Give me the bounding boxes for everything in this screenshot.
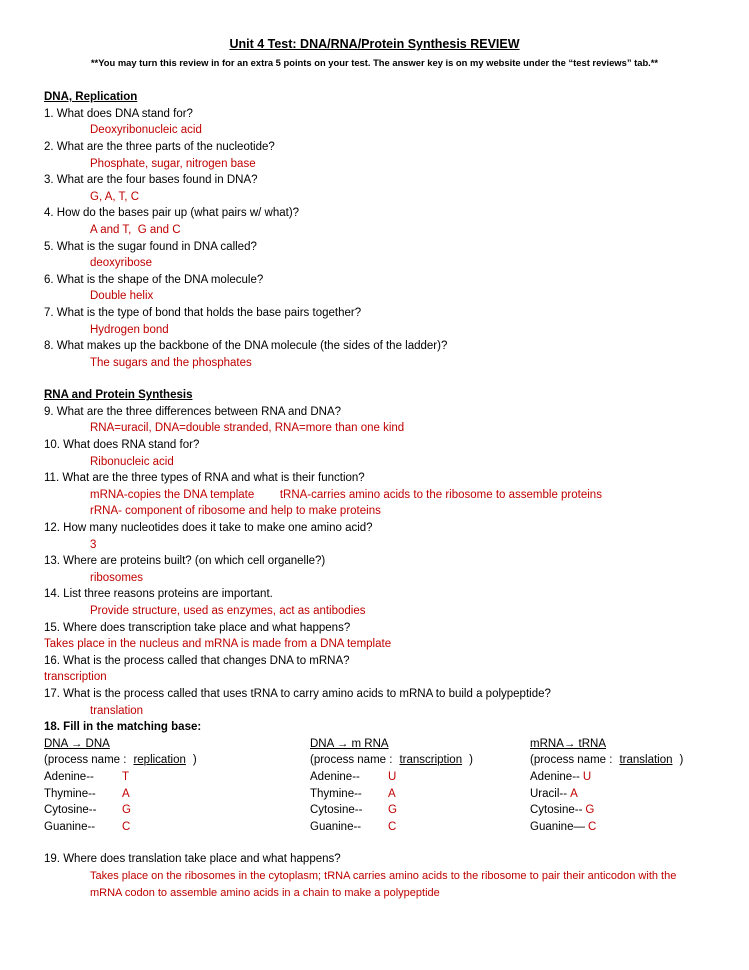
document-title: Unit 4 Test: DNA/RNA/Protein Synthesis REVIEW (229, 37, 520, 51)
answer: A and T, G and C (90, 223, 181, 236)
process-name-prefix: (process name : (530, 754, 613, 767)
matching-column (310, 736, 530, 836)
process-name-suffix: ) (192, 754, 197, 767)
question (44, 851, 705, 868)
base-pair-row (530, 786, 705, 803)
question: 14. List three reasons proteins are important. (44, 588, 273, 601)
base-pair-row (44, 802, 310, 819)
question: 12. How many nucleotides does it take to make one amino acid? (44, 522, 373, 535)
question-18-heading: 18. Fill in the matching base: (44, 721, 202, 734)
matching-column (44, 736, 310, 836)
process-name-answer: translation (619, 754, 673, 767)
matching-column-header: mRNA→ tRNA (530, 737, 607, 750)
answer: The sugars and the phosphates (90, 356, 252, 369)
answer: G, A, T, C (90, 190, 139, 203)
process-name-line (44, 752, 310, 769)
base-pair-row (44, 786, 310, 803)
process-name-suffix: ) (469, 754, 473, 767)
answer: transcription (44, 671, 107, 684)
section-heading: RNA and Protein Synthesis (44, 389, 193, 402)
question: 8. What makes up the backbone of the DNA molecule (the sides of the ladder)? (44, 340, 448, 353)
base-label: Guanine— (530, 820, 585, 833)
base-answer: C (122, 820, 131, 833)
base-label: Adenine-- (310, 770, 360, 783)
answer: deoxyribose (90, 257, 153, 270)
base-pair-row (530, 819, 705, 836)
answer: Takes place on the ribosomes in the cytoplasm; tRNA carries amino acids to the ribosome to pair their anticodon with the mRNA codon to assemble amino acids in a chain to make a polypeptide (90, 869, 677, 899)
question: 7. What is the type of bond that holds the base pairs together? (44, 306, 362, 319)
question: 4. How do the bases pair up (what pairs w/ what)? (44, 207, 300, 220)
question-number: 19. (44, 853, 60, 866)
base-answer: A (122, 787, 130, 800)
answer: Provide structure, used as enzymes, act as antibodies (90, 605, 366, 617)
process-name-prefix: (process name : (310, 754, 393, 767)
base-pair-row (310, 769, 530, 786)
question: 2. What are the three parts of the nucleotide? (44, 140, 275, 153)
base-answer: G (122, 804, 131, 817)
base-pair-row (44, 819, 310, 836)
base-answer: T (122, 770, 130, 783)
process-name-suffix: ) (679, 754, 684, 767)
answer: 3 (90, 538, 97, 551)
matching-column-header: DNA → DNA (44, 737, 110, 750)
answer: Deoxyribonucleic acid (90, 124, 202, 137)
base-answer: A (570, 787, 578, 800)
base-answer: C (587, 820, 597, 833)
question: 9. What are the three differences between RNA and DNA? (44, 405, 342, 418)
base-answer: C (388, 820, 397, 833)
answer: translation (90, 704, 144, 717)
matching-column (530, 736, 705, 836)
base-label: Uracil-- (530, 787, 568, 800)
question: 6. What is the shape of the DNA molecule? (44, 273, 264, 286)
base-label: Adenine-- (44, 770, 94, 783)
question-text: Where does translation take place and what happens? (63, 853, 341, 866)
answer: rRNA- component of ribosome and help to make proteins (90, 505, 381, 518)
base-pair-row (44, 769, 310, 786)
base-label: Cytosine-- (44, 804, 97, 817)
process-name-line (310, 752, 530, 769)
base-label: Cytosine-- (530, 804, 583, 817)
matching-section (44, 719, 705, 835)
answer: Double helix (90, 290, 154, 303)
answer: RNA=uracil, DNA=double stranded, RNA=more than one kind (90, 422, 405, 435)
question: 1. What does DNA stand for? (44, 107, 193, 120)
section (44, 89, 705, 371)
base-pair-row (310, 786, 530, 803)
document-subtitle: **You may turn this review in for an extra 5 points on your test. The answer key is on my website under the “test reviews” tab.** (90, 56, 659, 68)
answer: Phosphate, sugar, nitrogen base (90, 157, 256, 170)
base-pair-row (530, 802, 705, 819)
base-label: Cytosine-- (310, 804, 363, 817)
base-answer: U (388, 770, 397, 783)
section-heading: DNA, Replication (44, 91, 138, 104)
section (44, 387, 705, 719)
question: 11. What are the three types of RNA and what is their function? (44, 472, 365, 485)
base-answer: G (388, 804, 397, 817)
answer: Takes place in the nucleus and mRNA is made from a DNA template (44, 638, 392, 651)
question: 3. What are the four bases found in DNA? (44, 174, 258, 187)
process-name-answer: replication (133, 754, 186, 767)
matching-column-header: DNA → m RNA (310, 737, 389, 750)
answer: Ribonucleic acid (90, 455, 174, 468)
process-name-line (530, 752, 705, 769)
question: 17. What is the process called that uses tRNA to carry amino acids to mRNA to build a polypeptide? (44, 687, 551, 700)
answer: mRNA-copies the DNA template tRNA-carries amino acids to the ribosome to assemble proteins (90, 488, 602, 501)
question: 10. What does RNA stand for? (44, 439, 200, 452)
base-label: Guanine-- (44, 820, 96, 833)
base-label: Guanine-- (310, 820, 362, 833)
base-label: Thymine-- (44, 787, 96, 800)
question: 13. Where are proteins built? (on which cell organelle?) (44, 555, 326, 568)
question: 16. What is the process called that changes DNA to mRNA? (44, 654, 350, 667)
answer: Hydrogen bond (90, 323, 169, 336)
base-label: Thymine-- (310, 787, 362, 800)
process-name-answer: transcription (399, 754, 463, 767)
base-pair-row (530, 769, 705, 786)
base-pair-row (310, 819, 530, 836)
base-answer: U (582, 770, 592, 783)
process-name-prefix: (process name : (44, 754, 127, 767)
question: 5. What is the sugar found in DNA called? (44, 240, 257, 253)
answer: ribosomes (90, 571, 144, 584)
base-answer: A (388, 787, 396, 800)
question: 15. Where does transcription take place and what happens? (44, 621, 351, 634)
question-19 (44, 851, 705, 901)
question-sections (44, 89, 705, 719)
base-answer: G (585, 804, 595, 817)
base-pair-row (310, 802, 530, 819)
matching-columns (44, 736, 705, 836)
base-label: Adenine-- (530, 770, 580, 783)
